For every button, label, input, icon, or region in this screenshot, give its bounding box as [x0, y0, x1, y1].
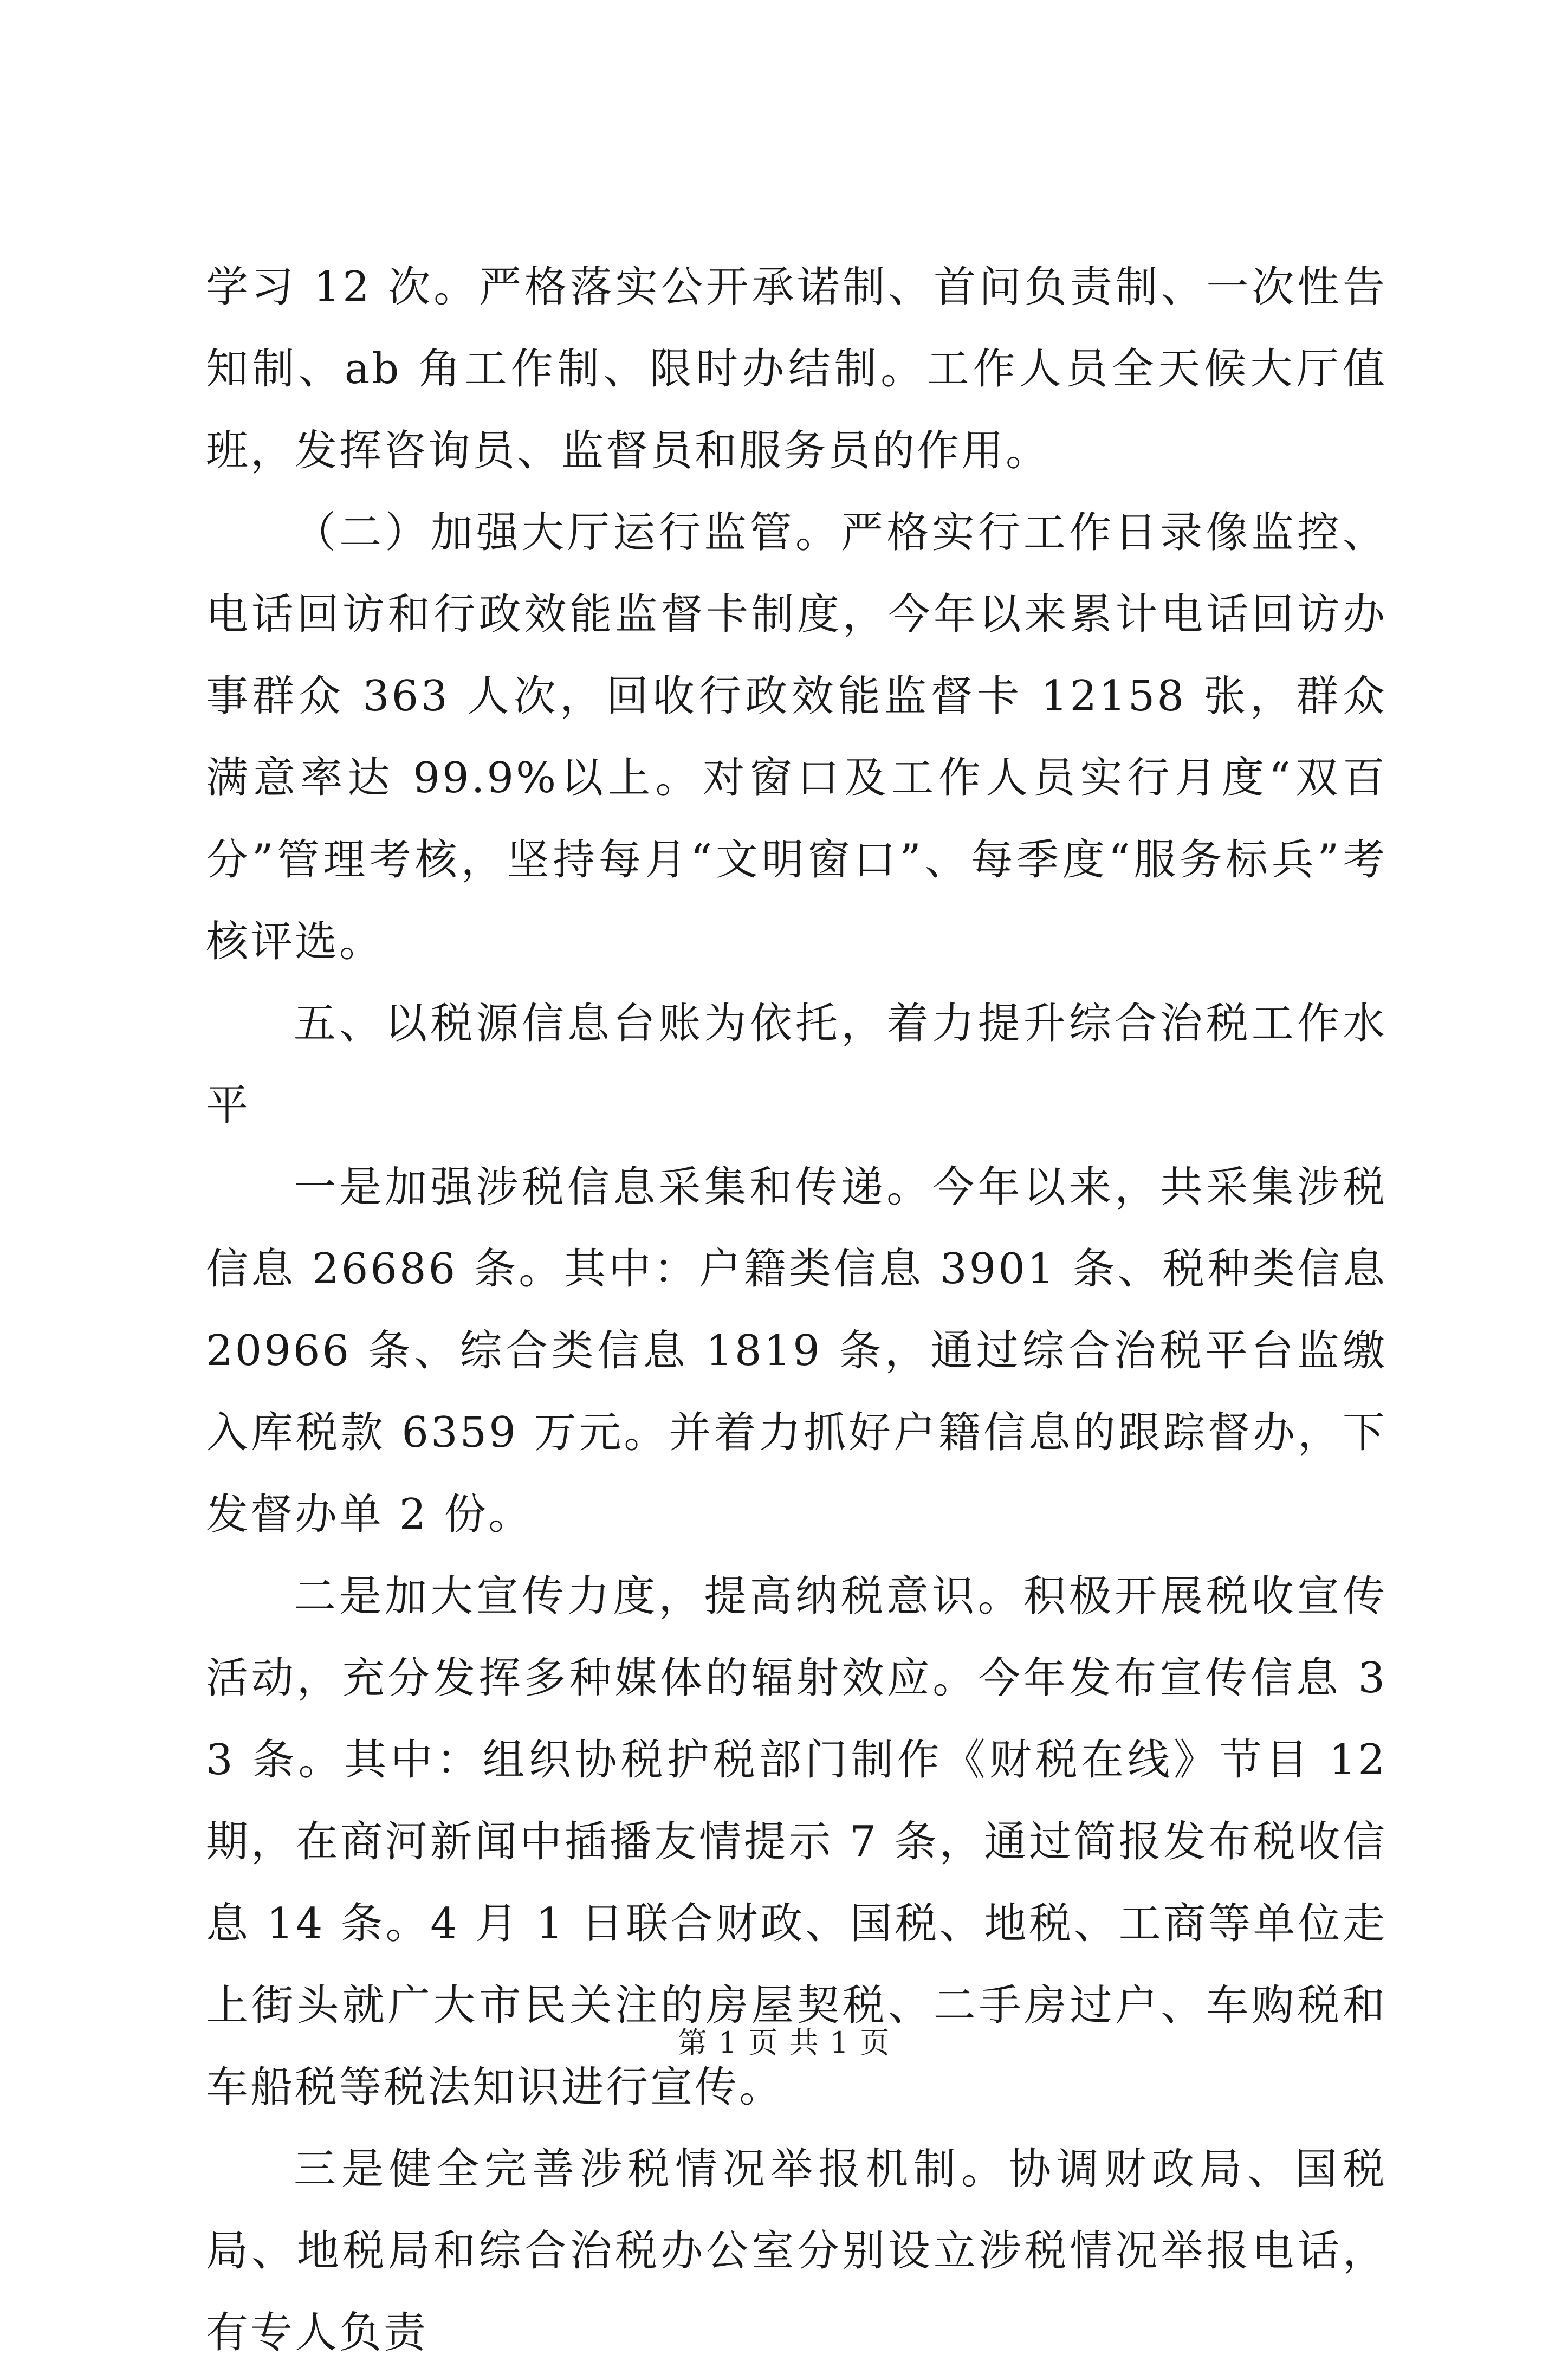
page-footer: 第 1 页 共 1 页	[677, 2026, 891, 2060]
paragraph-reporting-mechanism: 三是健全完善涉税情况举报机制。协调财政局、国税局、地税局和综合治税办公室分别设立涉税情况举报电话，有专人负责	[206, 2145, 1387, 2357]
paragraph-continued-study: 学习 12 次。严格落实公开承诺制、首问负责制、一次性告知制、ab 角工作制、限时办结制。工作人员全天候大厅值班，发挥咨询员、监督员和服务员的作用。	[206, 263, 1387, 475]
section-heading-five: 五、以税源信息台账为依托，着力提升综合治税工作水平	[206, 999, 1387, 1130]
paragraph-tax-info-collection: 一是加强涉税信息采集和传递。今年以来，共采集涉税信息 26686 条。其中：户籍类信息 3901 条、税种类信息 20966 条、综合类信息 1819 条，通过综合治税平台监缴入库税款 6359 万元。并着力抓好户籍信息的跟踪督办，下发督办单 2 份。	[206, 1163, 1387, 1539]
paragraph-publicity: 二是加大宣传力度，提高纳税意识。积极开展税收宣传活动，充分发挥多种媒体的辐射效应。今年发布宣传信息 33 条。其中：组织协税护税部门制作《财税在线》节目 12 期，在商河新闻中插播友情提示 7 条，通过简报发布税收信息 14 条。4 月 1 日联合财政、国税、地税、工商等单位走上街头就广大市民关注的房屋契税、二手房过户、车购税和车船税等税法知识进行宣传。	[206, 1572, 1387, 2112]
paragraph-hall-supervision: （二）加强大厅运行监管。严格实行工作日录像监控、电话回访和行政效能监督卡制度，今年以来累计电话回访办事群众 363 人次，回收行政效能监督卡 12158 张，群众满意率达 99.9%以上。对窗口及工作人员实行月度“双百分”管理考核，坚持每月“文明窗口”、每季度“服务标兵”考核评选。	[206, 508, 1387, 966]
